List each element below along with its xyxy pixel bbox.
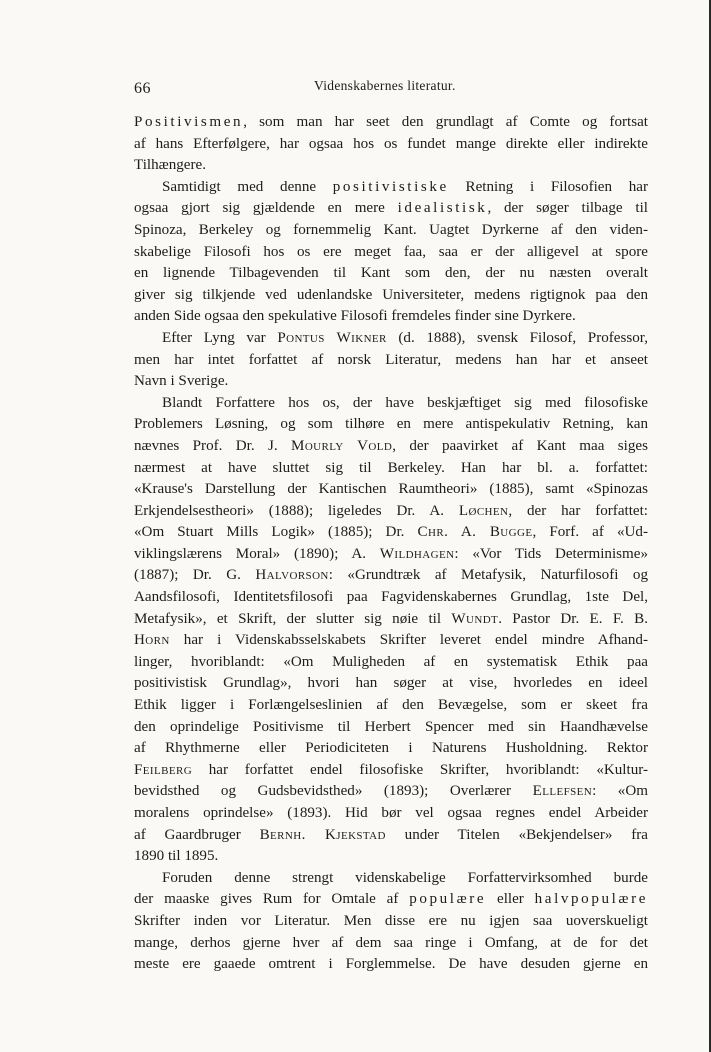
text-line <box>134 954 648 976</box>
page-number: 66 <box>134 80 151 97</box>
text-segment: Efter Lyng var <box>162 329 278 346</box>
text-segment: positivistisk Grundlag», hvori han søger at vise, hvorledes en ideel <box>134 675 648 692</box>
text-line <box>134 501 648 523</box>
text-segment: Halvorson <box>255 567 329 584</box>
text-line <box>134 306 648 328</box>
text-segment: anden Side ogsaa den spekulative Filosofi fremdeles finder sine Dyrkere. <box>134 308 576 325</box>
text-segment: Feilberg <box>134 761 193 778</box>
text-line <box>134 134 648 156</box>
text-line <box>134 609 648 631</box>
text-segment: : «Vor Tids Determinisme» <box>454 545 649 562</box>
text-segment: populære <box>409 891 487 908</box>
text-segment: Navn i Sverige. <box>134 373 229 390</box>
text-line <box>134 522 648 544</box>
text-line <box>134 889 648 911</box>
text-segment: Skrifter inden vor Literatur. Men disse ere nu igjen saa uoverskueligt <box>134 912 648 929</box>
text-segment: . Pastor Dr. E. F. B. <box>498 610 648 627</box>
running-title: Videnskabernes literatur. <box>314 78 456 93</box>
text-segment: men har intet forfattet af norsk Literatur, medens han har et anseet <box>134 351 648 368</box>
text-segment: halvpopulære <box>534 891 649 908</box>
text-segment: nærmest at have sluttet sig til Berkeley. Han har bl. a. forfattet: <box>134 459 648 476</box>
text-line <box>134 285 648 307</box>
body-text <box>134 112 648 976</box>
text-line <box>134 220 648 242</box>
text-segment: har forfattet endel filosofiske Skrifter, hvoriblandt: «Kultur- <box>192 761 648 778</box>
text-line <box>134 652 648 674</box>
text-segment: Blandt Forfattere hos os, der have beskjæftiget sig med filosofiske <box>162 394 648 411</box>
text-segment: Samtidigt med denne <box>162 178 333 195</box>
text-line <box>134 544 648 566</box>
text-segment: 1890 til 1895. <box>134 848 219 865</box>
text-line <box>134 781 648 803</box>
text-line <box>134 328 648 350</box>
text-segment: linger, hvoriblandt: «Om Muligheden af en systematisk Ethik paa <box>134 653 648 670</box>
text-segment: Horn <box>134 632 170 649</box>
text-segment: Spinoza, Berkeley og fornemmelig Kant. Uagtet Dyrkerne af den viden- <box>134 221 648 238</box>
text-segment: ogsaa gjort sig gjældende en mere <box>134 200 398 217</box>
text-segment: Erkjendelsestheori» (1888); ligeledes Dr. A. <box>134 502 459 519</box>
text-line <box>134 630 648 652</box>
text-segment: mange, derhos gjerne hver af dem saa ringe i Omfang, at de for det <box>134 934 648 951</box>
text-segment: Bernh. Kjekstad <box>259 826 386 843</box>
text-segment: , der har forfattet: <box>508 502 649 519</box>
text-segment: (d. 1888), svensk Filosof, Professor, <box>386 329 648 346</box>
text-segment: Wildhagen <box>379 545 455 562</box>
text-segment: Retning i Filosofien har <box>448 178 648 195</box>
text-segment: , som man har seet den grundlagt af Comte og fortsat <box>243 114 648 130</box>
text-segment: Wundt <box>451 610 499 627</box>
text-segment: «Om Stuart Mills Logik» (1885); Dr. <box>134 524 418 541</box>
text-segment: under Titelen «Bekjendelser» fra <box>385 826 649 843</box>
page-header <box>134 78 648 100</box>
text-line <box>134 177 648 199</box>
text-line <box>134 587 648 609</box>
text-line <box>134 738 648 760</box>
text-segment: Ethik ligger i Forlængelseslinien af den Bevægelse, som er skeet fra <box>134 697 648 714</box>
text-segment: Positivismen <box>134 114 244 130</box>
text-segment: Problemers Løsning, og som tilhøre en mere antispekulativ Retning, kan <box>134 416 648 433</box>
text-segment: Pontus Wikner <box>277 329 387 346</box>
text-segment: bevidsthed og Gudsbevidsthed» (1893); Overlærer <box>134 783 533 800</box>
text-line <box>134 458 648 480</box>
text-segment: , der paavirket af Kant maa siges <box>392 437 648 454</box>
text-segment: positivistiske <box>332 178 449 195</box>
text-segment: Foruden denne strengt videnskabelige Forfattervirksomhed burde <box>162 869 648 886</box>
text-line <box>134 198 648 220</box>
text-line <box>134 825 648 847</box>
text-line <box>134 846 648 868</box>
text-segment: idealistisk <box>397 200 488 217</box>
text-segment: moralens oprindelse» (1893). Hid bør vel ogsaa regnes endel Arbeider <box>134 805 648 821</box>
text-segment: Ellefsen <box>532 783 593 800</box>
text-line <box>134 868 648 890</box>
text-segment: der maaske gives Rum for Omtale af <box>134 891 410 908</box>
text-line <box>134 263 648 285</box>
text-line <box>134 479 648 501</box>
text-line <box>134 760 648 782</box>
text-line <box>134 155 648 177</box>
text-segment: : «Grundtræk af Metafysik, Naturfilosofi og <box>328 567 648 584</box>
text-segment: «Krause's Darstellung der Kantischen Raumtheori» (1885), samt «Spinozas <box>134 481 648 498</box>
text-segment: meste ere gaaede omtrent i Forglemmelse. De have desuden gjerne en <box>134 956 648 973</box>
text-line <box>134 350 648 372</box>
text-line <box>134 933 648 955</box>
text-segment: af Rhythmerne eller Periodiciteten i Naturens Husholdning. Rektor <box>134 740 648 757</box>
text-line <box>134 695 648 717</box>
text-segment: , der søger tilbage til <box>487 200 648 217</box>
text-line <box>134 371 648 393</box>
text-segment: af hans Efterfølgere, har ogsaa hos os fundet mange direkte eller indirekte <box>134 135 648 152</box>
text-line <box>134 717 648 739</box>
text-line <box>134 242 648 264</box>
text-line <box>134 911 648 933</box>
text-line <box>134 112 648 134</box>
text-segment: (1887); Dr. G. <box>134 567 256 584</box>
text-segment: nævnes Prof. Dr. J. <box>134 437 292 454</box>
text-line <box>134 414 648 436</box>
text-line <box>134 673 648 695</box>
text-line <box>134 565 648 587</box>
text-segment: giver sig tilkjende ved udenlandske Universiteter, medens rigtignok paa den <box>134 286 648 303</box>
text-segment: har i Videnskabsselskabets Skrifter leveret endel mindre Afhand- <box>169 632 648 649</box>
text-segment: Chr. A. Bugge <box>417 524 533 541</box>
text-segment: skabelige Filosofi hos os ere meget faa, saa er der alligevel at spore <box>134 243 648 260</box>
text-line <box>134 803 648 825</box>
text-segment: eller <box>486 891 535 908</box>
text-segment: Løchen <box>458 502 509 519</box>
text-segment: : «Om <box>592 783 648 800</box>
text-segment: , Forf. af «Ud- <box>532 524 649 541</box>
text-segment: den oprindelige Positivisme til Herbert Spencer med sin Haandhævelse <box>134 718 648 735</box>
text-line <box>134 436 648 458</box>
text-segment: viklingslærens Moral» (1890); A. <box>134 545 380 562</box>
text-line <box>134 393 648 415</box>
text-segment: en lignende Tilbagevenden til Kant som den, der nu næsten overalt <box>134 265 648 282</box>
text-segment: Tilhængere. <box>134 157 206 174</box>
text-segment: Aandsfilosofi, Identitetsfilosofi paa Fagvidenskabernes Grundlag, 1ste Del, <box>134 589 648 606</box>
text-segment: af Gaardbruger <box>134 826 260 843</box>
text-segment: Mourly Vold <box>291 437 393 454</box>
text-segment: Metafysik», et Skrift, der slutter sig nøie til <box>134 610 452 627</box>
